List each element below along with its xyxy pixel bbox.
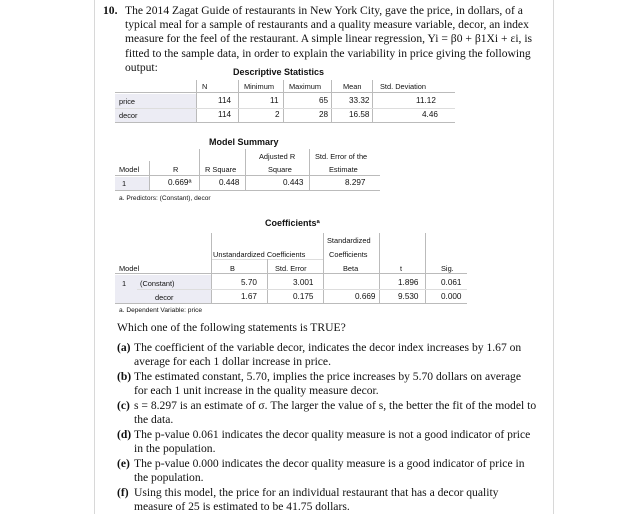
option-c[interactable]: (c) s = 8.297 is an estimate of σ. The larger the value of s, the better the fit of the model to the data. [117,399,537,427]
question-text: The 2014 Zagat Guide of restaurants in New York City, gave the price, in dollars, of a typical meal for a sample of restaurants and a quality measure variable, decor, an index measure for the feel of the restaurant. A simple linear regression, Yi = β0 + β1Xi + εi, is fitted to the sample data, in order to explain the variability in price giving the following output: [125,4,533,74]
coefficients-title: Coefficientsª [265,218,320,228]
question-number: 10. [103,4,118,17]
model-summary-footnote: a. Predictors: (Constant), decor [119,195,211,202]
option-e[interactable]: (e) The p-value 0.000 indicates the decor quality measure is a good indicator of price in the population. [117,457,525,485]
desc-header-sd: Std. Deviation [380,82,427,91]
coef-row-label: (Constant) [140,279,175,288]
option-a[interactable]: (a) The coefficient of the variable decor, indicates the decor index increases by 1.67 on average for each 1 dollar increase in price. [117,341,522,369]
option-b[interactable]: (b) The estimated constant, 5.70, implies the price increases by 5.70 dollars on average for each 1 unit increase in the quality measure decor. [117,370,521,398]
desc-header-min: Minimum [244,82,274,91]
desc-header-max: Maximum [289,82,322,91]
model-summary-title: Model Summary [209,137,279,147]
coef-row-label: decor [155,293,174,302]
desc-header-n: N [202,82,208,91]
coef-model-number: 1 [122,279,127,288]
option-d[interactable]: (d) The p-value 0.061 indicates the decor quality measure is not a good indicator of price in the population. [117,428,531,456]
desc-header-mean: Mean [343,82,362,91]
question-prompt: Which one of the following statements is TRUE? [117,321,346,334]
question [103,4,547,75]
option-f[interactable]: (f) Using this model, the price for an individual restaurant that has a decor quality measure of 25 is estimated to be 41.75 dollars. [117,486,499,514]
desc-row-label: decor [119,111,138,120]
coefficients-footnote: a. Dependent Variable: price [119,307,203,314]
desc-header-rule [115,92,455,93]
descriptive-title: Descriptive Statistics [233,67,325,77]
desc-row-label: price [119,97,136,106]
document-page: 10. The 2014 Zagat Guide of restaurants in New York City, gave the price, in dollars, of a typical meal for a sample of restaurants and a quality measure variable, decor, an index measure for the feel of the restaurant. A simple linear regression, Yi = β0 + β1Xi + εi, is fitted to the sample data, in order to explain the variability in price giving the following output: Descriptive Statistics N Minimum Maximum Mean Std. Deviation price 114 11 65 33.32 11.12 decor 114 2 28 16.58 4.46 Model Summary Adjusted R Square Std. Error of the Estimate Model R R Square 1 0.669ª 0.448 0.443 8.297 a. Predictors: (Constant), decor Coefficientsª Standardized Coefficients Unstandardized Coefficients Model B Std. Error Beta t Sig. 1 (Constant) 5.70 3.001 1.896 0.061 decor 1.67 0.175 0.669 9.530 0.000 a. Dependent Variable: price Which one of the following statements is TRUE? (a) The coefficient of the variable decor, indicates the decor index increases by 1.67 on average for each 1 dollar increase in price. (b) The estimated constant, 5.70, implies the price increases by 5.70 dollars on average for each 1 unit increase in the quality measure decor. (c) s = 8.297 is an estimate of σ. The larger the value of s, the better the fit of the model to the data. (d) The p-value 0.061 indicates the decor quality measure is not a good indicator of price in the population. (e) The p-value 0.000 indicates the decor quality measure is a good indicator of price in the population. (f) Using this model, the price for an individual restaurant that has a decor quality measure of 25 is estimated to be 41.75 dollars. [94,0,554,514]
